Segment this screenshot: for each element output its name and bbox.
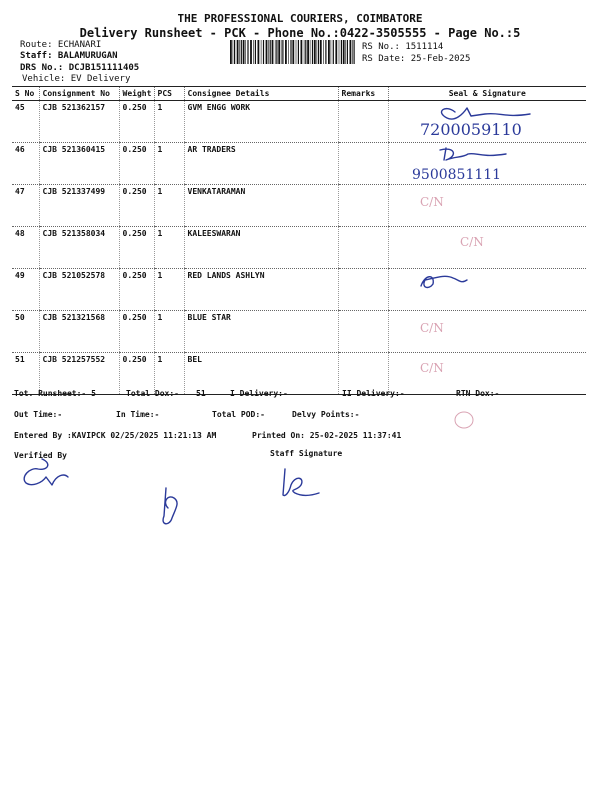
cell-sno: 46 [12, 143, 39, 185]
rs-date: RS Date: 25-Feb-2025 [362, 54, 471, 64]
verified-by-label: Verified By [14, 451, 67, 460]
cell-pcs: 1 [154, 269, 184, 311]
rtn-dox: RTN Dox:- [456, 389, 500, 398]
total-dox-value: 51 [196, 389, 206, 398]
cell-weight: 0.250 [119, 143, 154, 185]
cell-remarks [338, 269, 388, 311]
cell-weight: 0.250 [119, 101, 154, 143]
staff-label: Staff: BALAMURUGAN [20, 51, 118, 61]
signature-scribble [150, 482, 190, 536]
faint-mark [420, 318, 500, 352]
total-pod: Total POD:- [212, 410, 265, 419]
col-consignee: Consignee Details [184, 87, 338, 101]
cell-weight: 0.250 [119, 227, 154, 269]
cell-weight: 0.250 [119, 311, 154, 353]
cell-consignee: VENKATARAMAN [184, 185, 338, 227]
route-label: Route: ECHANARI [20, 40, 102, 50]
cell-weight: 0.250 [119, 353, 154, 395]
drs-label: DRS No.: DCJB151111405 [20, 63, 140, 73]
cell-consignee: BLUE STAR [184, 311, 338, 353]
entered-by: Entered By :KAVIPCK 02/25/2025 11:21:13 AM [14, 431, 217, 440]
col-seal-signature: Seal & Signature [388, 87, 586, 101]
barcode [230, 40, 355, 64]
staff-signature-label: Staff Signature [270, 449, 343, 458]
signature-scribble [415, 268, 475, 302]
cell-sno: 50 [12, 311, 39, 353]
runsheet-subtitle: Delivery Runsheet - PCK - Phone No.:0422-3505555 - Page No.:5 [79, 26, 521, 40]
svg-text:C/N: C/N [460, 235, 484, 249]
staff-signature [275, 465, 325, 509]
faint-stamp [452, 408, 482, 436]
col-sno: S No [12, 87, 39, 101]
cell-remarks [338, 101, 388, 143]
cell-weight: 0.250 [119, 185, 154, 227]
cell-consignment: CJB 521358034 [39, 227, 119, 269]
verified-signature [12, 455, 72, 499]
svg-text:7200059110: 7200059110 [420, 120, 522, 139]
col-weight: Weight [119, 87, 154, 101]
cell-pcs: 1 [154, 185, 184, 227]
cell-pcs: 1 [154, 311, 184, 353]
cell-pcs: 1 [154, 353, 184, 395]
delvy-points: Delvy Points:- [292, 410, 360, 419]
cell-consignment: CJB 521257552 [39, 353, 119, 395]
svg-text:C/N: C/N [420, 195, 444, 209]
handwritten-phone [412, 162, 542, 190]
cell-remarks [338, 227, 388, 269]
cell-consignee: KALEESWARAN [184, 227, 338, 269]
vehicle-label: Vehicle: EV Delivery [22, 74, 131, 84]
cell-pcs: 1 [154, 143, 184, 185]
in-time: In Time:- [116, 410, 160, 419]
out-time: Out Time:- [14, 410, 63, 419]
cell-consignment: CJB 521337499 [39, 185, 119, 227]
faint-mark [460, 232, 540, 266]
cell-sno: 47 [12, 185, 39, 227]
cell-consignment: CJB 521362157 [39, 101, 119, 143]
tot-runsheet: Tot. Runsheet:- 5 [14, 389, 96, 398]
cell-consignment: CJB 521052578 [39, 269, 119, 311]
svg-text:9500851111: 9500851111 [412, 167, 502, 183]
cell-consignee: RED LANDS ASHLYN [184, 269, 338, 311]
cell-pcs: 1 [154, 101, 184, 143]
cell-sno: 45 [12, 101, 39, 143]
cell-consignee: BEL [184, 353, 338, 395]
col-pcs: PCS [154, 87, 184, 101]
svg-text:C/N: C/N [420, 321, 444, 335]
ii-delivery: II Delivery:- [342, 389, 405, 398]
col-consignment: Consignment No [39, 87, 119, 101]
printed-on: Printed On: 25-02-2025 11:37:41 [252, 431, 402, 440]
cell-remarks [338, 143, 388, 185]
cell-remarks [338, 185, 388, 227]
svg-text:C/N: C/N [420, 361, 444, 375]
faint-mark [420, 192, 500, 226]
cell-consignee: AR TRADERS [184, 143, 338, 185]
total-dox-label: Total Dox:- [126, 389, 179, 398]
i-delivery: I Delivery:- [230, 389, 288, 398]
cell-sno: 51 [12, 353, 39, 395]
table-row [12, 269, 586, 311]
cell-consignee: GVM ENGG WORK [184, 101, 338, 143]
cell-sno: 48 [12, 227, 39, 269]
cell-consignment: CJB 521360415 [39, 143, 119, 185]
cell-pcs: 1 [154, 227, 184, 269]
company-title: THE PROFESSIONAL COURIERS, COIMBATORE [177, 12, 423, 25]
col-remarks: Remarks [338, 87, 388, 101]
cell-remarks [338, 311, 388, 353]
table-header-row [12, 87, 586, 101]
cell-consignment: CJB 521321568 [39, 311, 119, 353]
rs-number: RS No.: 1511114 [362, 42, 444, 52]
faint-mark [420, 358, 500, 392]
cell-sno: 49 [12, 269, 39, 311]
cell-weight: 0.250 [119, 269, 154, 311]
